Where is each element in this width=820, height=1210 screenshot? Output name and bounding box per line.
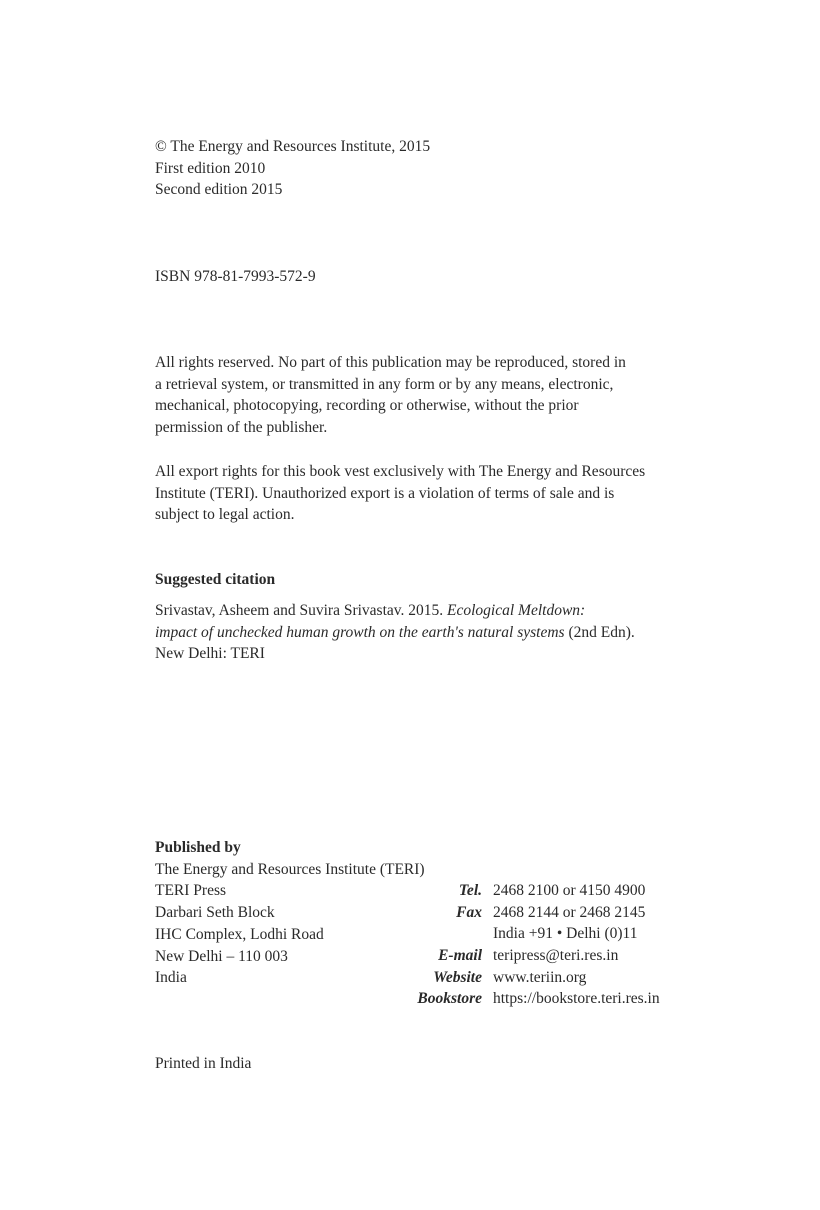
publisher-line: The Energy and Resources Institute (TERI) bbox=[155, 860, 425, 878]
contact-row-bookstore bbox=[400, 988, 660, 1010]
citation-title: Ecological Meltdown: bbox=[447, 602, 586, 619]
publisher-line: Darbari Seth Block bbox=[155, 904, 275, 922]
contact-label bbox=[400, 923, 482, 945]
rights-line: a retrieval system, or transmitted in any form or by any means, electronic, bbox=[155, 375, 614, 393]
contact-row-tel bbox=[400, 880, 660, 902]
contact-value: India +91 • Delhi (0)11 bbox=[493, 925, 638, 943]
rights-line: mechanical, photocopying, recording or otherwise, without the prior bbox=[155, 397, 579, 415]
publisher-heading: Published by bbox=[155, 839, 241, 856]
rights-paragraph bbox=[155, 352, 626, 439]
citation-heading: Suggested citation bbox=[155, 571, 276, 588]
contact-label: Website bbox=[433, 968, 482, 986]
publisher-line: IHC Complex, Lodhi Road bbox=[155, 925, 324, 943]
printed-in: Printed in India bbox=[155, 1055, 252, 1072]
contact-block bbox=[400, 880, 660, 1010]
contact-label: Bookstore bbox=[417, 990, 482, 1008]
publisher-line: TERI Press bbox=[155, 882, 227, 900]
contact-label: Tel. bbox=[458, 882, 482, 899]
copyright-line: © The Energy and Resources Institute, 2015 bbox=[155, 138, 431, 155]
contact-row-fax bbox=[400, 902, 660, 924]
contact-row-dialcode bbox=[400, 923, 660, 945]
contact-label: Fax bbox=[456, 903, 482, 921]
copyright-block bbox=[155, 136, 430, 201]
contact-label: E-mail bbox=[438, 947, 482, 965]
contact-value: 2468 2144 or 2468 2145 bbox=[493, 903, 646, 921]
contact-row-email bbox=[400, 945, 660, 967]
export-paragraph bbox=[155, 461, 645, 526]
contact-value: 2468 2100 or 4150 4900 bbox=[493, 882, 646, 899]
citation-text bbox=[155, 600, 635, 665]
citation-place: New Delhi: TERI bbox=[155, 645, 265, 663]
isbn-block bbox=[155, 266, 316, 288]
contact-row-website bbox=[400, 967, 660, 989]
export-line: All export rights for this book vest exclusively with The Energy and Resources bbox=[155, 463, 646, 480]
email-link[interactable]: teripress@teri.res.in bbox=[493, 947, 619, 965]
bookstore-link[interactable]: https://bookstore.teri.res.in bbox=[493, 990, 660, 1008]
citation-edition: (2nd Edn). bbox=[564, 623, 635, 641]
publisher-line: New Delhi – 110 003 bbox=[155, 947, 288, 965]
citation-line-2 bbox=[155, 622, 635, 644]
publisher-block bbox=[155, 837, 425, 989]
first-edition-line: First edition 2010 bbox=[155, 159, 266, 177]
rights-line: permission of the publisher. bbox=[155, 419, 328, 437]
publisher-line: India bbox=[155, 969, 187, 987]
export-line: subject to legal action. bbox=[155, 506, 295, 524]
export-line: Institute (TERI). Unauthorized export is a violation of terms of sale and is bbox=[155, 484, 615, 502]
citation-subtitle: impact of unchecked human growth on the earth's natural systems bbox=[155, 623, 565, 641]
citation-line-1 bbox=[155, 600, 635, 622]
citation-authors: Srivastav, Asheem and Suvira Srivastav. 2015. bbox=[155, 602, 448, 619]
website-link[interactable]: www.teriin.org bbox=[493, 968, 587, 986]
second-edition-line: Second edition 2015 bbox=[155, 181, 283, 199]
rights-line: All rights reserved. No part of this publication may be reproduced, stored in bbox=[155, 354, 626, 371]
isbn: ISBN 978-81-7993-572-9 bbox=[155, 268, 316, 285]
